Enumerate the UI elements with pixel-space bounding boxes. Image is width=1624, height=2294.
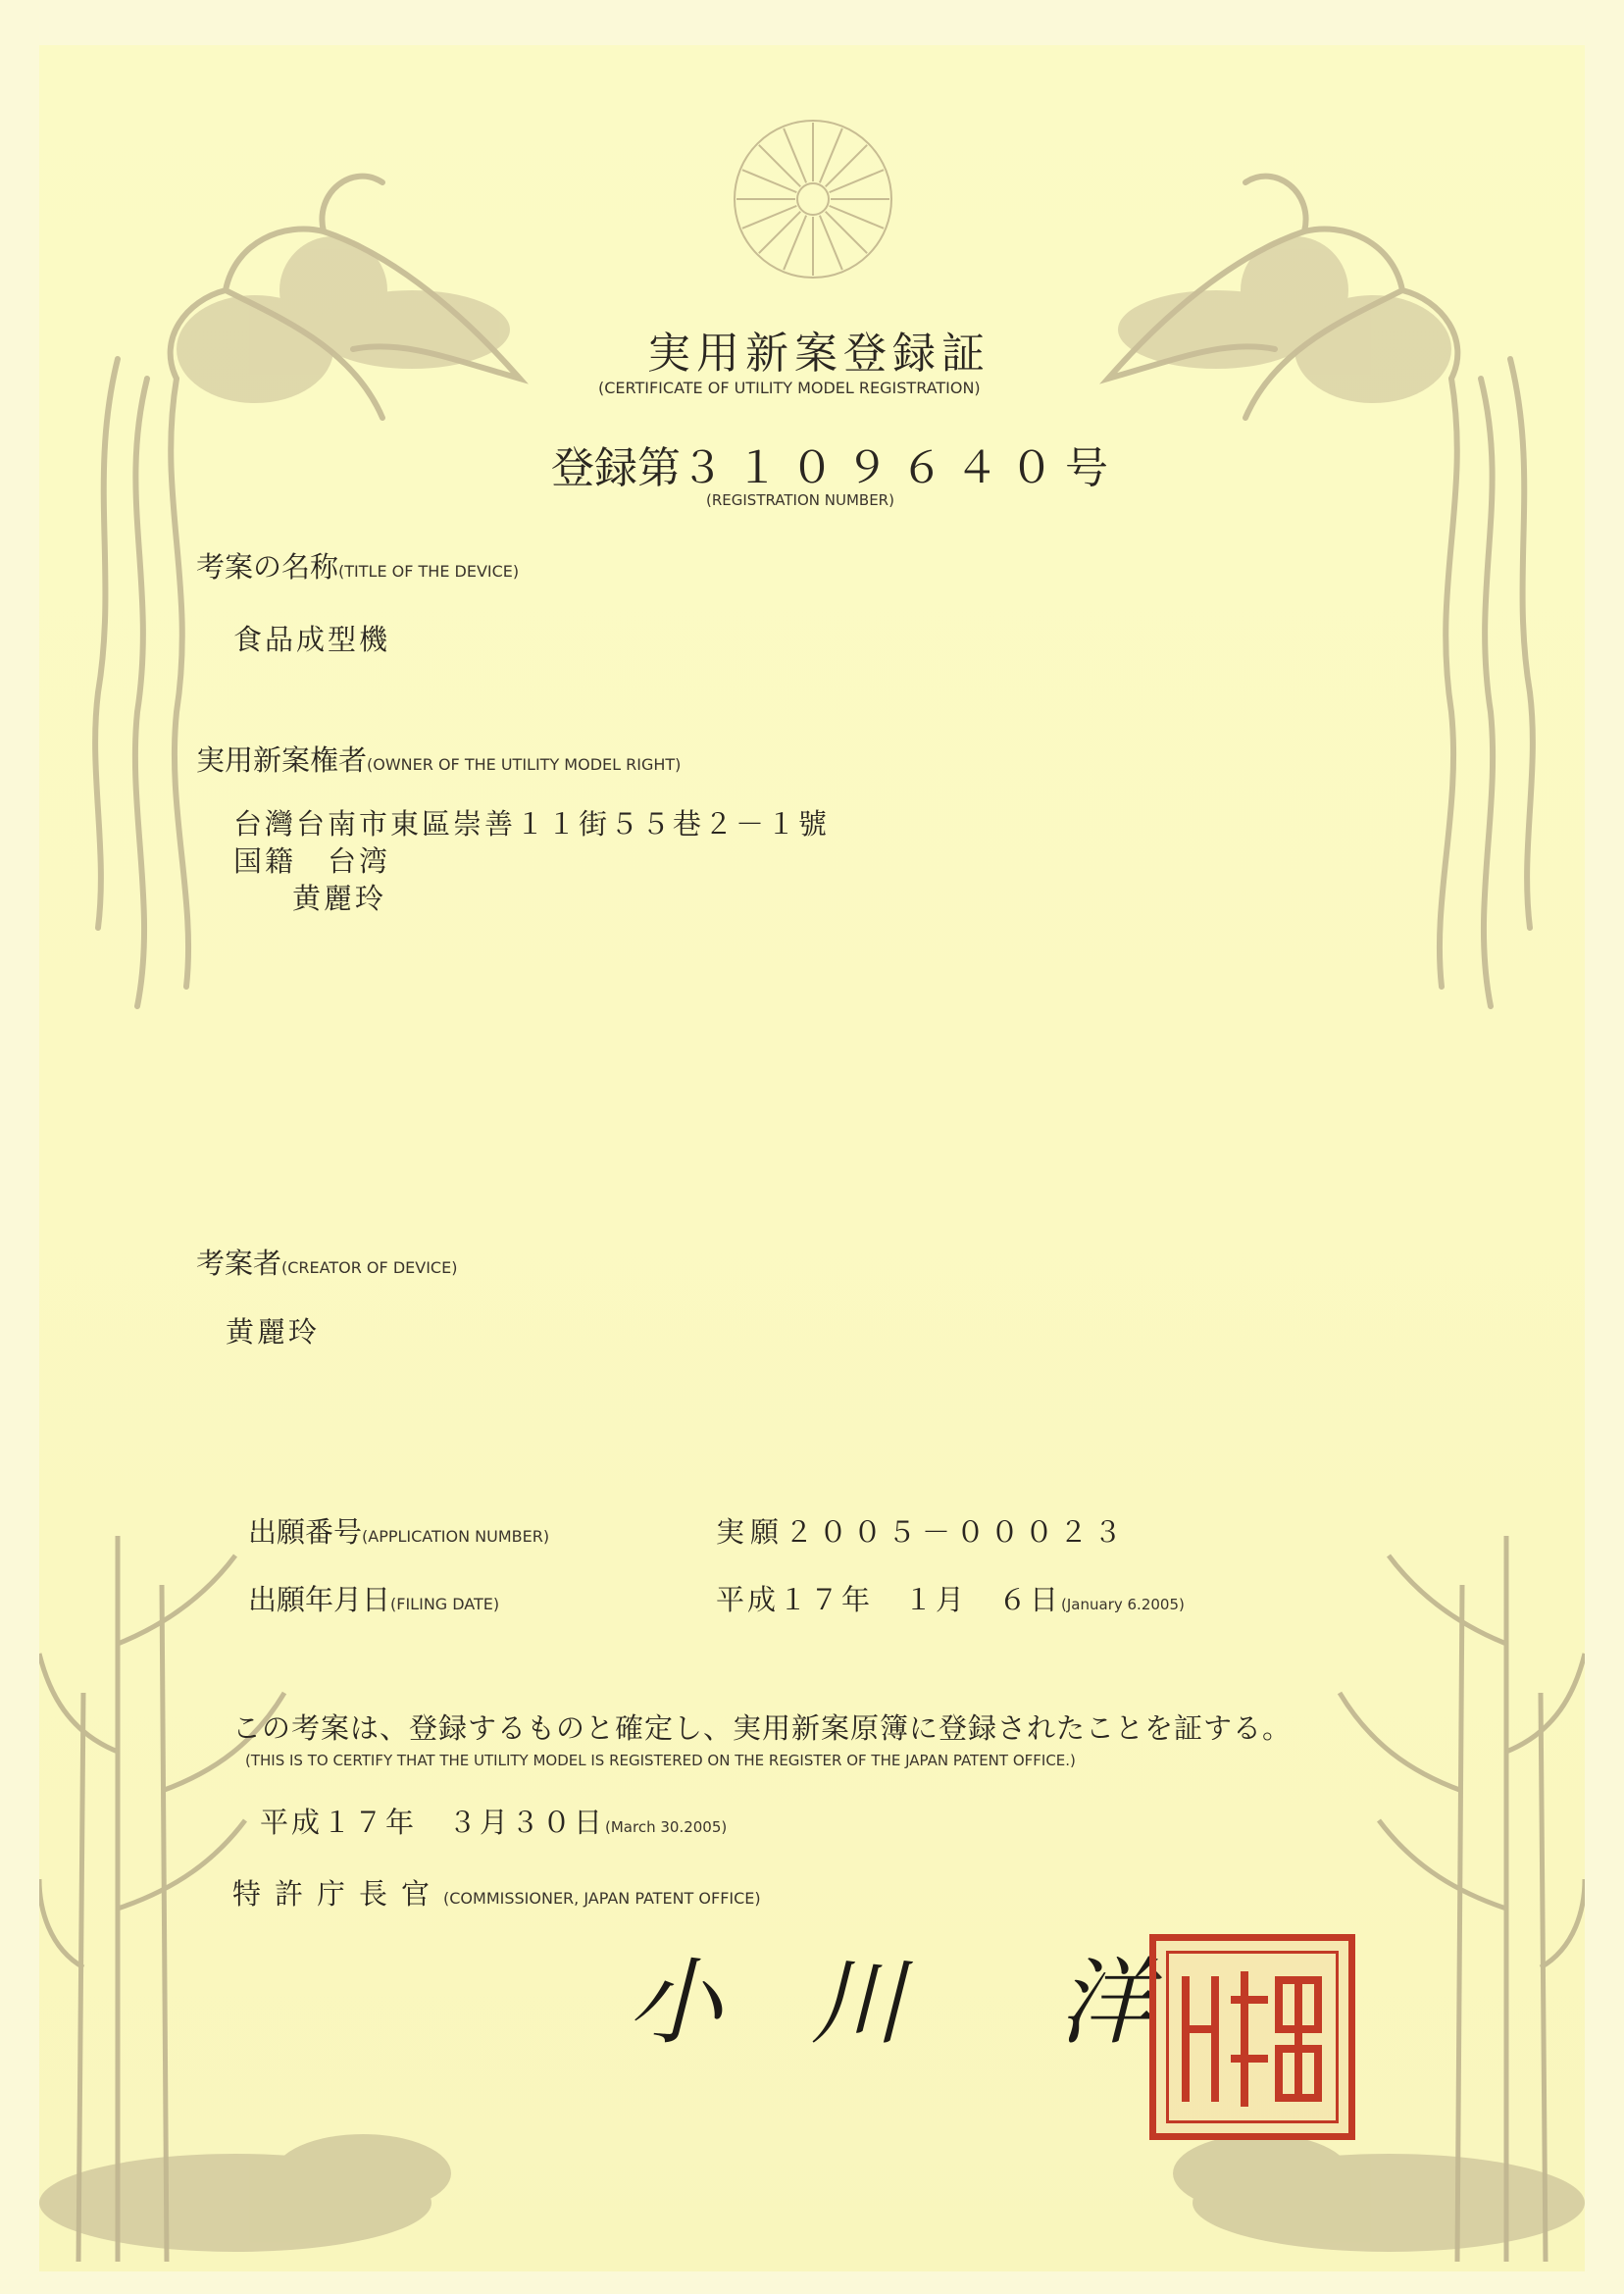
commissioner-label: 特許庁長官 (232, 1877, 444, 1911)
certify-statement-en: (THIS IS TO CERTIFY THAT THE UTILITY MODEL IS REGISTERED ON THE REGISTER OF THE JAPAN PATENT OFFICE.) (245, 1752, 1076, 1769)
filing-label: 出願年月日 (248, 1583, 391, 1616)
commissioner-label-row (232, 1872, 761, 1912)
filing-date-en: (January 6.2005) (1061, 1596, 1185, 1613)
creator-name: 黄麗玲 (226, 1315, 321, 1349)
certify-statement: この考案は、登録するものと確定し、実用新案原簿に登録されたことを証する。 (232, 1711, 1293, 1745)
filing-date-jp: 平成１７年 １月 ６日 (716, 1583, 1062, 1616)
phoenix-right-icon (1020, 124, 1569, 1026)
owner-label: 実用新案権者 (196, 743, 368, 777)
registration-number (551, 433, 1108, 495)
official-seal-icon (1149, 1934, 1355, 2140)
filing-date (716, 1578, 1185, 1618)
filing-caption: (FILING DATE) (390, 1595, 500, 1613)
registration-suffix: 号 (1065, 443, 1108, 493)
device-name: 食品成型機 (233, 623, 391, 656)
registration-digits: ３１０９６４０ (681, 443, 1065, 493)
owner-caption: (OWNER OF THE UTILITY MODEL RIGHT) (367, 755, 682, 774)
application-caption: (APPLICATION NUMBER) (362, 1527, 550, 1546)
application-number: 実願２００５－０００２３ (716, 1515, 1129, 1549)
commissioner-caption: (COMMISSIONER, JAPAN PATENT OFFICE) (443, 1889, 761, 1908)
certificate-title: 実用新案登録証 (647, 329, 990, 379)
creator-caption: (CREATOR OF DEVICE) (281, 1258, 458, 1277)
issue-date-en: (March 30.2005) (605, 1818, 728, 1836)
bamboo-right-icon (1173, 1497, 1585, 2262)
device-label-row (196, 545, 519, 586)
owner-address: 台灣台南市東區崇善１１街５５巷２－１號 (233, 807, 831, 841)
device-caption: (TITLE OF THE DEVICE) (338, 562, 520, 581)
certificate-page (39, 45, 1585, 2271)
owner-label-row (196, 739, 681, 779)
registration-caption: (REGISTRATION NUMBER) (706, 491, 894, 509)
chrysanthemum-crest-icon (730, 116, 896, 282)
creator-label: 考案者 (196, 1247, 282, 1280)
filing-label-row (248, 1578, 499, 1618)
owner-name: 黄麗玲 (292, 882, 387, 915)
application-label: 出願番号 (248, 1515, 363, 1549)
issue-date-jp: 平成１７年 ３月３０日 (260, 1806, 606, 1839)
commissioner-signature: 小 川 洋 (628, 1948, 1182, 2058)
registration-prefix: 登録第 (551, 443, 681, 493)
device-label: 考案の名称 (196, 550, 339, 584)
certificate-title-en: (CERTIFICATE OF UTILITY MODEL REGISTRATION) (598, 379, 981, 397)
issue-date (260, 1801, 727, 1841)
owner-nationality: 国籍 台湾 (233, 844, 391, 878)
creator-label-row (196, 1242, 457, 1282)
application-label-row (248, 1510, 549, 1551)
